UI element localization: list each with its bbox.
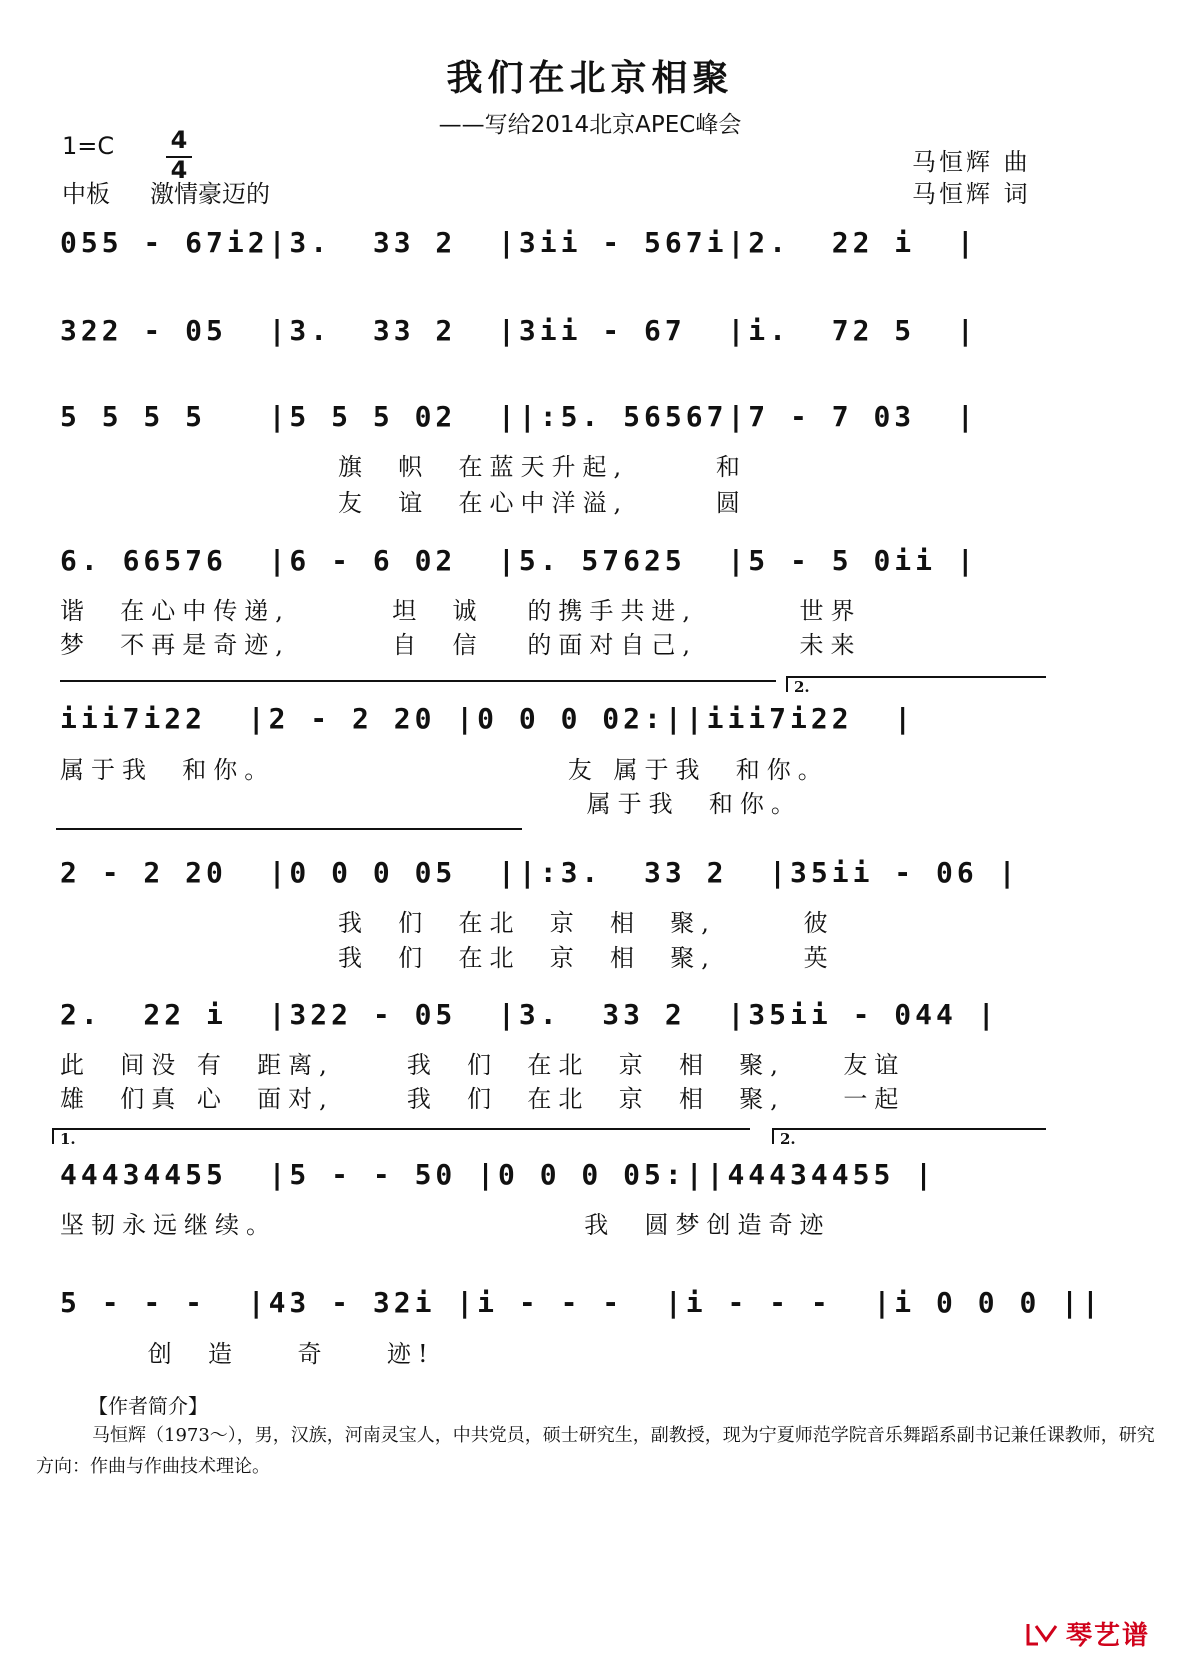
score-line-1: 055 - 67i2|3. 33 2 |3ii - 567i|2. 22 i |: [60, 226, 978, 259]
lyric-line-7-verse-1: 此 间没 有 距离, 我 们 在北 京 相 聚, 友谊: [60, 1051, 906, 1079]
volta-bracket-1-continued: [56, 828, 522, 844]
watermark-logo: [1024, 1615, 1150, 1652]
logo-icon: [1024, 1620, 1060, 1648]
lyric-line-9-verse-1: 创 造 奇 迹!: [60, 1340, 435, 1368]
song-title: 我们在北京相聚: [446, 57, 734, 99]
lyric-line-5-verse-1: 属于我 和你。 友 属于我 和你。: [60, 756, 829, 784]
key-signature: 1=C: [62, 132, 115, 160]
score-line-7: 2. 22 i |322 - 05 |3. 33 2 |35ii - 044 |: [60, 998, 999, 1031]
volta-2-label: 2.: [794, 678, 810, 696]
time-signature-bottom: 4: [170, 156, 188, 184]
volta-bracket-1: [60, 680, 776, 696]
song-subtitle: ——写给2014北京APEC峰会: [438, 112, 742, 138]
score-line-8: 44434455 |5 - - 50 |0 0 0 05:||44434455 |: [60, 1158, 937, 1191]
lyric-line-3-verse-2: 友 谊 在心中洋溢, 圆: [60, 489, 747, 517]
author-intro-body: 马恒辉（1973～），男，汉族，河南灵宝人，中共党员，硕士研究生，副教授，现为宁夏师范学院音乐舞蹈系副书记兼任课教师，研究方向：作曲与作曲技术理论。: [36, 1425, 1155, 1477]
volta-bracket-2: [786, 676, 1046, 696]
lyric-line-8-verse-1: 坚韧永远继续。 我 圆梦创造奇迹: [60, 1211, 831, 1239]
author-intro-heading: 【作者简介】: [88, 1394, 208, 1418]
lyricist-credit: 马恒辉 词: [912, 180, 1031, 208]
watermark-text: 琴艺谱: [1065, 1621, 1150, 1651]
volta-1-label: 1.: [60, 1130, 76, 1148]
lyric-line-6-verse-2: 我 们 在北 京 相 聚, 英: [60, 944, 835, 972]
lyric-line-4-verse-1: 谐 在心中传递, 坦 诚 的携手共进, 世界: [60, 597, 862, 625]
score-line-3: 5 5 5 5 |5 5 5 02 ||:5. 56567|7 - 7 03 |: [60, 400, 978, 433]
lyric-line-5-verse-2: 属于我 和你。: [60, 790, 802, 818]
expression-marking: 激情豪迈的: [150, 180, 270, 208]
volta-bracket-1-second: [52, 1128, 750, 1148]
time-signature-top: 4: [170, 126, 188, 154]
lyric-line-7-verse-2: 雄 们真 心 面对, 我 们 在北 京 相 聚, 一起: [60, 1085, 906, 1113]
composer-credit: 马恒辉 曲: [912, 148, 1031, 176]
score-line-9: 5 - - - |43 - 32i |i - - - |i - - - |i 0 0 0 ||: [60, 1286, 1103, 1319]
score-line-6: 2 - 2 20 |0 0 0 05 ||:3. 33 2 |35ii - 06 |: [60, 856, 1020, 889]
volta-bracket-2-second: [772, 1128, 1046, 1148]
lyric-line-6-verse-1: 我 们 在北 京 相 聚, 彼: [60, 909, 835, 937]
score-line-4: 6. 66576 |6 - 6 02 |5. 57625 |5 - 5 0ii |: [60, 544, 978, 577]
volta-2-label-second: 2.: [780, 1130, 796, 1148]
score-line-2: 322 - 05 |3. 33 2 |3ii - 67 |i. 72 5 |: [60, 314, 978, 347]
lyric-line-3-verse-1: 旗 帜 在蓝天升起, 和: [60, 453, 747, 481]
tempo-marking: 中板: [62, 180, 110, 208]
lyric-line-4-verse-2: 梦 不再是奇迹, 自 信 的面对自己, 未来: [60, 631, 862, 659]
score-line-5: iii7i22 |2 - 2 20 |0 0 0 02:||iii7i22 |: [60, 702, 916, 735]
